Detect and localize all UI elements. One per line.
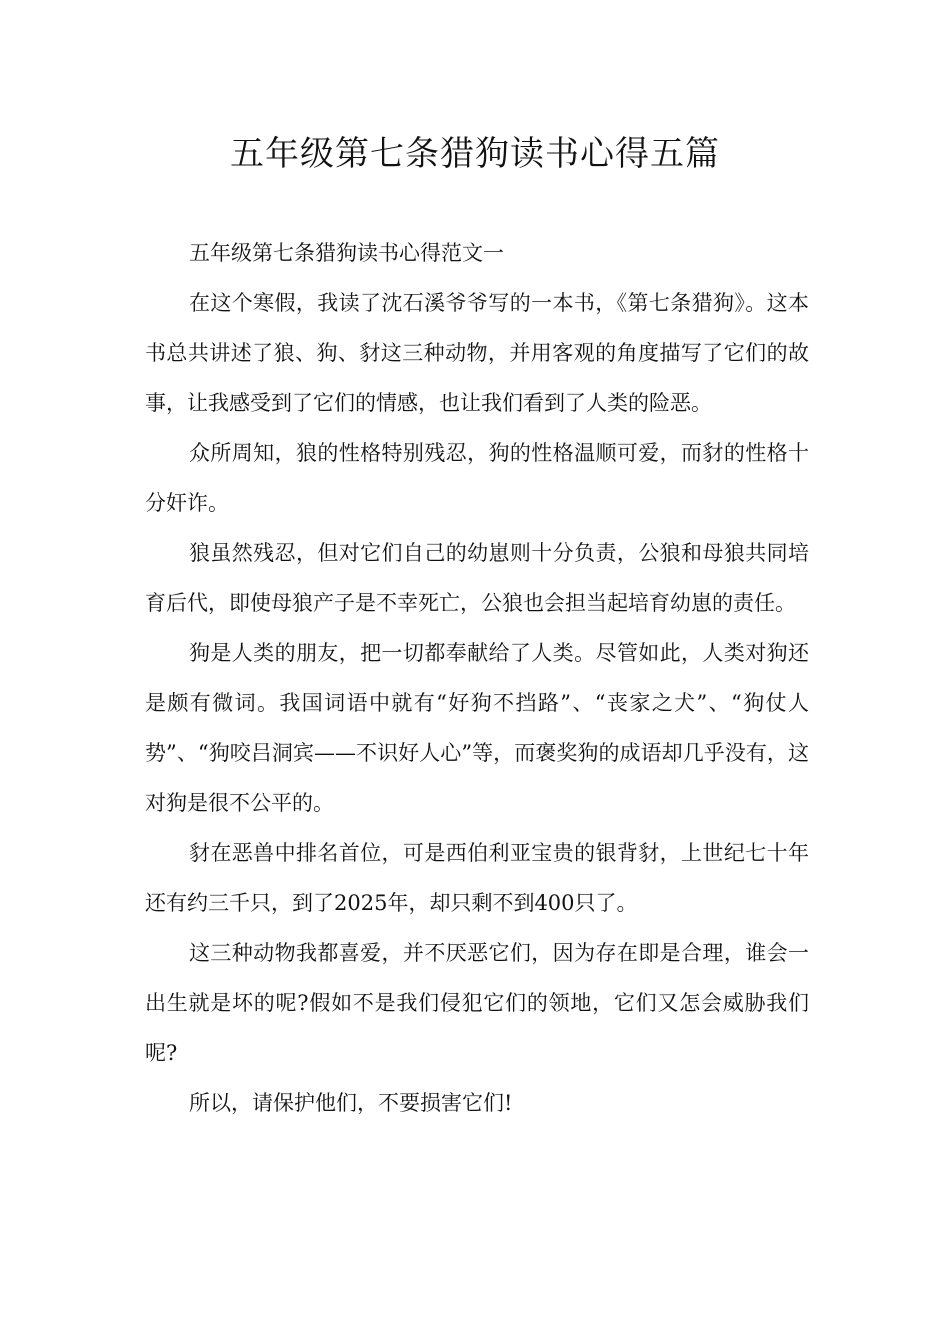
- paragraph: 在这个寒假，我读了沈石溪爷爷写的一本书，《第七条猎狗》。这本书总共讲述了狼、狗、豺这三种动物，并用客观的角度描写了它们的故事，让我感受到了它们的情感，也让我们看到了人类的险恶。: [145, 291, 809, 415]
- paragraph: 豺在恶兽中排名首位，可是西伯利亚宝贵的银背豺，上世纪七十年还有约三千只，到了2025年，却只剩不到400只了。: [145, 841, 809, 915]
- paragraph: 众所周知，狼的性格特别残忍，狗的性格温顺可爱，而豺的性格十分奸诈。: [145, 441, 809, 515]
- paragraph: 狼虽然残忍，但对它们自己的幼崽则十分负责，公狼和母狼共同培育后代，即使母狼产子是不幸死亡，公狼也会担当起培育幼崽的责任。: [145, 541, 809, 615]
- paragraph: 所以，请保护他们，不要损害它们!: [189, 1091, 513, 1115]
- paragraph: 这三种动物我都喜爱，并不厌恶它们，因为存在即是合理，谁会一出生就是坏的呢?假如不是我们侵犯它们的领地，它们又怎会威胁我们呢?: [145, 941, 809, 1065]
- document-body: [145, 228, 809, 1128]
- paragraph: 狗是人类的朋友，把一切都奉献给了人类。尽管如此，人类对狗还是颇有微词。我国词语中就有“好狗不挡路”、“丧家之犬”、“狗仗人势”、“狗咬吕洞宾——不识好人心”等，而褒奖狗的成语却几乎没有，这对狗是很不公平的。: [145, 641, 809, 815]
- document-title: 五年级第七条猎狗读书心得五篇: [230, 134, 720, 174]
- section-heading: 五年级第七条猎狗读书心得范文一: [189, 241, 504, 265]
